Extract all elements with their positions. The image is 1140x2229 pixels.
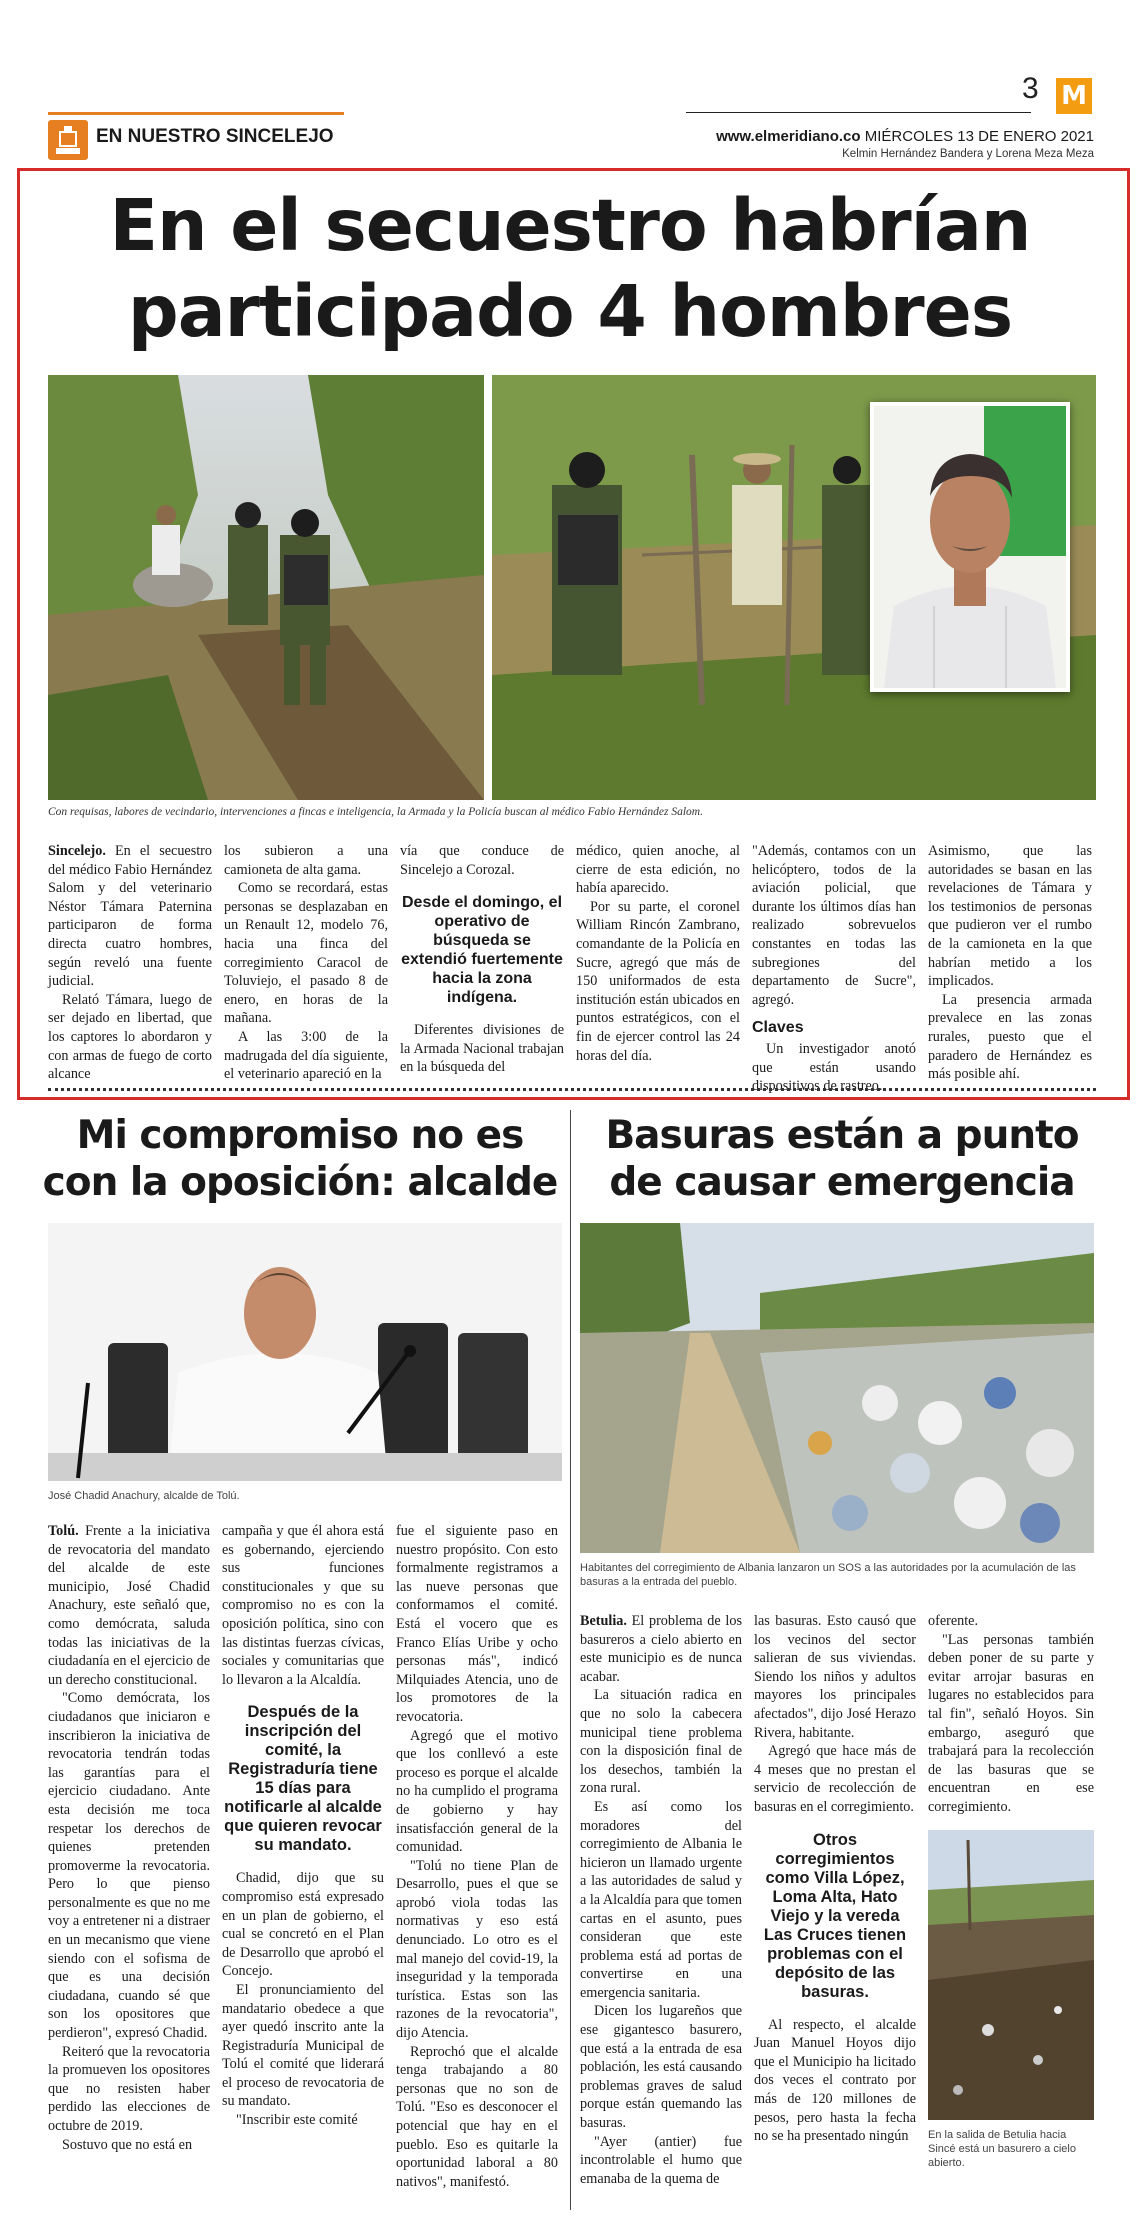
photo-soldiers-donkey (48, 375, 484, 800)
page-number: 3 (1022, 72, 1039, 105)
story2-col2: campaña y que él ahora está es gobernando, ejerciendo sus funciones constitucionales y que su compromiso no es con la oposición política, sino con las distintas fuerzas cívicas, sociales y comunitarias que lo llevaron a la Alcaldía. Después de la inscripción del comité, la Registraduría tiene 15 días para notificarle al alcalde que quieren revocar su mandato. Chadid, dijo que su compromiso está expresado en un plan de gobierno, el cual se concretó en el Plan de Desarrollo que aprobó el Concejo. El pronunciamiento del mandatario obedece a que ayer quedó inscrito ante la Registraduría Municipal de Tolú el comité que liderará el proceso de revocatoria de su mandato. "Inscribir este comité (222, 1523, 384, 2129)
section-header (48, 112, 344, 162)
section-title: EN NUESTRO SINCELEJO (96, 126, 334, 147)
story1-col2: los subieron a una camioneta de alta gama. Como se recordará, estas personas se desplazaban en un Renault 12, modelo 76, hacia una finca del corregimiento Caracol de Toluviejo, el pasado 8 de enero, en horas de la mañana. A las 3:00 de la madrugada del día siguiente, el veterinario apareció en la (224, 843, 388, 1083)
dotted-divider (48, 1088, 1096, 1091)
story1-col3: vía que conduce de Sincelejo a Corozal. Desde el domingo, el operativo de búsqueda se extendió fuertemente hacia la zona indígena. Diferentes divisiones de la Armada Nacional trabajan en la búsqueda del (400, 843, 564, 1076)
story3-caption: Habitantes del corregimiento de Albania lanzaron un SOS a las autoridades por la acumulación de las basuras a la entrada del pueblo. (580, 1562, 1076, 1588)
story1-headline: En el secuestro habrían participado 4 hombres (109, 184, 1031, 353)
brand-logo: M (1056, 78, 1092, 114)
story1-col5: "Además, contamos con un helicóptero, todos de la aviación policial, que durante los últimos días han realizado sobrevuelos constantes en todas las subregiones del departamento de Sucre", agregó. Claves Un investigador anotó que están usando dispositivos de rastreo. (752, 843, 916, 1095)
photo-mayor (48, 1223, 562, 1481)
story1-subhead: Claves (752, 1019, 804, 1037)
story3-col2: las basuras. Esto causó que los vecinos del sector salieran de sus viviendas. Siendo los niños y adultos mayores los principales afectados", dijo José Herazo Rivera, habitante. Agregó que hace más de 4 meses que no prestan el servicio de recolección de basuras en el corregimiento. Otros corregimientos como Villa López, Loma Alta, Hato Viejo y la vereda Las Cruces tienen problemas con el depósito de las basuras. Al respecto, el alcalde Juan Manuel Hoyos dijo que el Municipio ha licitado dos veces el contrato por más de 120 millones de pesos, pero hasta la fecha no se ha presentado ningún (754, 1613, 916, 2145)
story1-col1: Sincelejo. En el secuestro del médico Fabio Hernández Salom y del veterinario Néstor Támara Paternina participaron de forma directa cuatro hombres, según reveló una fuente judicial. Relató Támara, luego de ser dejado en libertad, que los captores lo abordaron y con armas de fuego de corto alcance (48, 843, 212, 1083)
story2-col1: Tolú. Frente a la iniciativa de revocatoria del mandato del alcalde de este municipio, José Chadid Anachury, este señaló que, como demócrata, saluda todas las iniciativas de la ciudadanía en el ejercicio de un derecho constitucional. "Como demócrata, los ciudadanos que iniciaron e inscribieron la iniciativa de revocatoria tendrán todas las garantías para el ejercicio ciudadano. Ante esta decisión me toca respetar los derechos de quienes pretenden promoverme la revocatoria. Pero lo que pienso personalmente es que no me voy a entretener ni a distraer en un mecanismo que viene siendo con el sofisma de que es una decisión ciudadana, cuando sé que son los opositores que perdieron", expresó Chadid. Reiteró que la revocatoria la promueven los opositores que no resisten haber perdido las elecciones de octubre de 2019. Sostuvo que no está en (48, 1523, 210, 2153)
photo-portrait-inset (870, 402, 1070, 692)
story3-headline: Basuras están a punto de causar emergencia (605, 1113, 1079, 1205)
story2-pullquote: Después de la inscripción del comité, la Registraduría tiene 15 días para notificarle al alcalde que quieren revocar su mandato. (224, 1703, 382, 1855)
issue-date: MIÉRCOLES 13 DE ENERO 2021 (864, 128, 1094, 145)
story2-caption: José Chadid Anachury, alcalde de Tolú. (48, 1490, 240, 1502)
section-icon (48, 120, 88, 160)
authors: Kelmin Hernández Bandera y Lorena Meza Meza (842, 148, 1094, 160)
story3-col1: Betulia. El problema de los basureros a cielo abierto en este municipio es de nunca acabar. La situación radica en que no solo la cabecera municipal tiene problema con la disposición final de los desechos, también la zona rural. Es así como los moradores del corregimiento de Albania le hicieron un llamado urgente a las autoridades de salud y a la Alcaldía para que tomen cartas en el asunto, pues consideran que este problema está ad portas de convertirse en una emergencia sanitaria. Dicen los lugareños que ese gigantesco basurero, que está a la entrada de esa población, les está causando problemas graves de salud porque están quemando las basuras. "Ayer (antier) fue incontrolable el humo que emanaba de la quema de (580, 1613, 742, 2187)
column-divider (570, 1110, 571, 2210)
story1-pullquote: Desde el domingo, el operativo de búsqueda se extendió fuertemente hacia la zona indígena. (401, 894, 563, 1007)
story1-col6: Asimismo, que las autoridades se basan en las revelaciones de Támara y los testimonios de personas que pudieron ver el rumbo de la camioneta en la que habrían metido a los implicados. La presencia armada prevalece en las zonas rurales, puesto que el paradero de Hernández es más posible ahí. (928, 843, 1092, 1083)
story3-col3: oferente. "Las personas también deben poner de su parte y evitar arrojar basuras en lugares no establecidos para tal fin", señaló Hoyos. Sin embargo, aseguró que trabajará para la recolección de las basuras que se encuentran en ese corregimiento. (928, 1613, 1094, 1815)
photo-garbage-road (580, 1223, 1094, 1553)
dateline (600, 128, 1094, 145)
story2-headline: Mi compromiso no es con la oposición: alcalde (42, 1113, 558, 1205)
story3-caption2: En la salida de Betulia hacia Sincé está un basurero a cielo abierto. (928, 2129, 1076, 2169)
photo-dump-site (928, 1830, 1094, 2120)
story1-caption: Con requisas, labores de vecindario, intervenciones a fincas e inteligencia, la Armada y la Policía buscan al médico Fabio Hernández Salom. (48, 806, 703, 818)
story3-pullquote: Otros corregimientos como Villa López, Loma Alta, Hato Viejo y la vereda Las Cruces tienen problemas con el depósito de las basuras. (763, 1830, 907, 2001)
story1-col4: médico, quien anoche, al cierre de esta edición, no había aparecido. Por su parte, el coronel William Rincón Zambrano, comandante de la Policía en Sucre, agregó que más de 150 uniformados de esta institución están ubicados en puntos estratégicos, con el fin de ejercer control las 24 horas del día. (576, 843, 740, 1064)
story2-col3: fue el siguiente paso en nuestro propósito. Con esto formalmente registramos a las nueve personas que conformamos el comité. Está el vocero que es Franco Elías Uribe y ocho personas más", indicó Milquiades Atencia, uno de los promotores de la revocatoria. Agregó que el motivo que los conllevó a este proceso es porque el alcalde no ha cumplido el programa de gobierno y hay insatisfacción general de la comunidad. "Tolú no tiene Plan de Desarrollo, pues el que se aprobó viola todas las normativas y eso está denunciado. Lo otro es el mal manejo del covid-19, la inseguridad y la temporada turística. Estas son las razones de la revocatoria", dijo Atencia. Reprochó que el alcalde tenga trabajando a 80 personas que no son de Tolú. "Eso es desconocer el potencial que hay en el pueblo. Eso es quitarle la oportunidad laboral a 80 nativos", manifestó. (396, 1523, 558, 2190)
site-url: www.elmeridiano.co (716, 128, 861, 145)
